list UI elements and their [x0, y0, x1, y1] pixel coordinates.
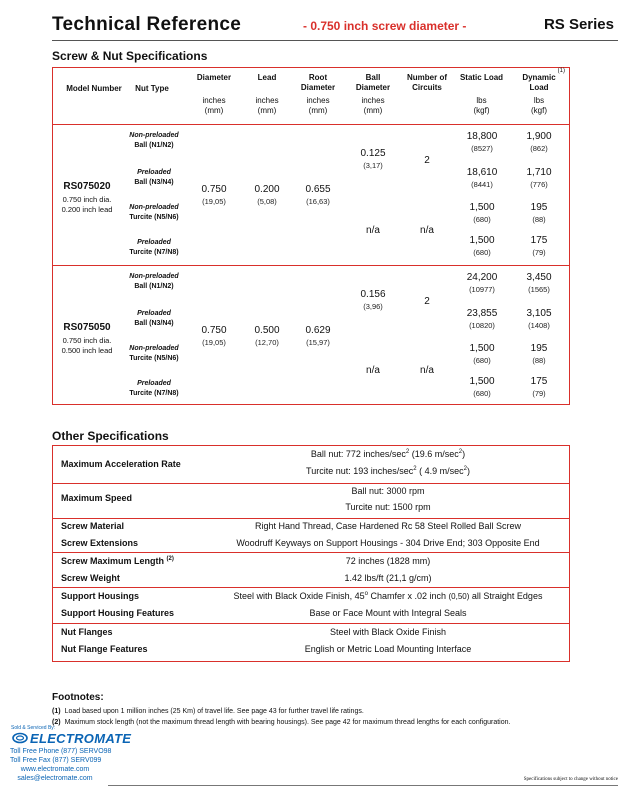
root-mm: (16,63) [306, 197, 330, 206]
max-length-label: Screw Maximum Length $^{(2)}$ [61, 556, 174, 566]
flange-features-value: English or Metric Load Mounting Interface [304, 644, 472, 654]
ball-mm: (3,17) [363, 161, 383, 170]
static-load-kgf: (680) [473, 356, 491, 365]
dynamic-load: 3,105 [526, 308, 552, 319]
page-title: Technical Reference [52, 14, 242, 35]
circuits-value: 2 [424, 155, 430, 166]
static-load: 1,500 [469, 235, 495, 246]
unit-dynamic-kgf: (kgf) [531, 106, 547, 115]
col-header-circuits: Number of Circuits [407, 73, 447, 92]
footer-divider [108, 785, 618, 786]
phone-text: Toll Free Phone (877) SERVO98 [10, 748, 112, 755]
extensions-label: Screw Extensions [61, 538, 139, 548]
extensions-value: Woodruff Keyways on Support Housings - 304 Drive End; 303 Opposite End [236, 538, 540, 548]
page-header [52, 14, 618, 40]
col-header-static: Static Load [459, 73, 504, 82]
dynamic-load-kgf: (1565) [528, 285, 550, 294]
nut-type: Non-preloaded Ball (N1/N2) [129, 273, 179, 290]
static-load: 1,500 [469, 202, 495, 213]
dynamic-load: 195 [530, 202, 548, 213]
static-load-kgf: (680) [473, 389, 491, 398]
website-link[interactable]: www.electromate.com [20, 766, 90, 773]
static-load: 1,500 [469, 343, 495, 354]
row-divider [53, 483, 569, 484]
col-header-model: Model Number [66, 84, 122, 93]
root-value: 0.629 [305, 325, 331, 336]
speed-ball-value: Ball nut: 3000 rpm [351, 486, 425, 496]
diameter-mm: (19,05) [202, 197, 226, 206]
other-specs-table [52, 445, 570, 662]
dynamic-load-kgf: (79) [532, 389, 546, 398]
static-load-kgf: (8441) [471, 180, 493, 189]
diameter-value: 0.750 [201, 184, 227, 195]
unit-ball-mm: (mm) [363, 106, 383, 115]
col-header-lead: Lead [257, 73, 277, 82]
unit-root-mm: (mm) [308, 106, 328, 115]
circuits-value: 2 [424, 296, 430, 307]
spec-section-title: Screw & Nut Specifications [52, 49, 208, 63]
logo-text: ELECTROMATE [30, 730, 132, 746]
disclaimer-text: Specifications subject to change without notice [523, 777, 618, 782]
header-divider [52, 40, 618, 41]
unit-lead-mm: (mm) [257, 106, 277, 115]
model-desc-lead: 0.200 inch lead [61, 205, 113, 214]
unit-diameter-in: inches [202, 96, 226, 105]
static-load-kgf: (680) [473, 215, 491, 224]
ball-na: n/a [366, 365, 380, 376]
other-section-title: Other Specifications [52, 429, 169, 443]
weight-value: 1.42 lbs/ft (21,1 g/cm) [344, 573, 432, 583]
unit-static-lbs: lbs [476, 96, 487, 105]
col-header-nut: Nut Type [135, 84, 169, 93]
col-header-dynamic: Dynamic Load [522, 73, 556, 92]
model-desc-dia: 0.750 inch dia. [62, 195, 112, 204]
lead-mm: (12,70) [255, 338, 279, 347]
page-subtitle: - 0.750 inch screw diameter - [303, 19, 467, 33]
electromate-logo [12, 731, 131, 745]
spec-header-divider [53, 124, 569, 125]
lead-mm: (5,08) [257, 197, 277, 206]
model-desc-lead: 0.500 inch lead [61, 346, 113, 355]
dynamic-load: 175 [530, 376, 548, 387]
unit-root-in: inches [306, 96, 330, 105]
dynamic-load: 1,900 [526, 131, 552, 142]
circuits-na: n/a [420, 225, 434, 236]
row-divider [53, 623, 569, 624]
row-divider [53, 518, 569, 519]
housing-features-value: Base or Face Mount with Integral Seals [309, 608, 467, 618]
ball-value: 0.156 [360, 289, 386, 300]
static-load-kgf: (8527) [471, 144, 493, 153]
dynamic-load-kgf: (1408) [528, 321, 550, 330]
accel-ball-value: Ball nut: 772 inches/$\sec^2$ (19.6 $m/\sec^2$) [310, 449, 466, 459]
flanges-label: Nut Flanges [61, 627, 113, 637]
static-load-kgf: (680) [473, 248, 491, 257]
diameter-value: 0.750 [201, 325, 227, 336]
unit-ball-in: inches [361, 96, 385, 105]
row-divider [53, 552, 569, 553]
housings-label: Support Housings [61, 591, 139, 601]
unit-static-kgf: (kgf) [473, 106, 490, 115]
nut-type: Non-preloaded Ball (N1/N2) [129, 132, 179, 149]
lead-value: 0.500 [254, 325, 280, 336]
spec-table [52, 67, 570, 405]
model-desc-dia: 0.750 inch dia. [62, 336, 112, 345]
model-number: RS075020 [63, 181, 111, 192]
dynamic-load-kgf: (862) [530, 144, 548, 153]
footnote-1: (1) Load based upon 1 million inches (25 Km) of travel life. See page 43 for further travel life ratings. [52, 708, 364, 715]
root-value: 0.655 [305, 184, 331, 195]
static-load: 18,800 [466, 131, 498, 142]
static-load: 23,855 [466, 308, 498, 319]
lead-value: 0.200 [254, 184, 280, 195]
weight-label: Screw Weight [61, 573, 120, 583]
dynamic-load-kgf: (88) [532, 356, 546, 365]
static-load-kgf: (10977) [469, 285, 495, 294]
col-header-root: Root Diameter [300, 73, 336, 92]
speed-label: Maximum Speed [61, 493, 133, 503]
ball-value: 0.125 [360, 148, 386, 159]
footnotes-title: Footnotes: [52, 692, 104, 703]
ball-na: n/a [366, 225, 380, 236]
email-link[interactable]: sales@electromate.com [17, 775, 93, 782]
static-load: 24,200 [466, 272, 498, 283]
material-label: Screw Material [61, 521, 125, 531]
housings-value: Steel with Black Oxide Finish, 45$^o$ Chamfer x .02 inch (0,50) all Straight Edges [233, 591, 543, 601]
col-header-diameter: Diameter [196, 73, 232, 82]
group-divider [53, 265, 569, 266]
ball-mm: (3,96) [363, 302, 383, 311]
static-load: 18,610 [466, 167, 498, 178]
max-length-value: 72 inches (1828 mm) [345, 556, 431, 566]
unit-diameter-mm: (mm) [204, 106, 224, 115]
sold-by-text: Sold & Serviced By: [11, 725, 56, 731]
dynamic-load-kgf: (776) [530, 180, 548, 189]
circuits-na: n/a [420, 365, 434, 376]
unit-lead-in: inches [255, 96, 279, 105]
dynamic-load-kgf: (88) [532, 215, 546, 224]
static-load-kgf: (10820) [469, 321, 495, 330]
speed-turcite-value: Turcite nut: 1500 rpm [345, 502, 431, 512]
fax-text: Toll Free Fax (877) SERV099 [10, 757, 102, 764]
dynamic-load: 175 [530, 235, 548, 246]
flanges-value: Steel with Black Oxide Finish [329, 627, 447, 637]
diameter-mm: (19,05) [202, 338, 226, 347]
accel-label: Maximum Acceleration Rate [61, 459, 181, 469]
footnote-mark-1: (1) [557, 68, 565, 74]
nut-type: Preloaded Ball (N3/N4) [134, 310, 174, 327]
static-load: 1,500 [469, 376, 495, 387]
dynamic-load: 195 [530, 343, 548, 354]
dynamic-load-kgf: (79) [532, 248, 546, 257]
nut-type: Non-preloaded Turcite (N5/N6) [129, 345, 179, 362]
model-number: RS075050 [63, 322, 111, 333]
root-mm: (15,97) [306, 338, 330, 347]
nut-type: Preloaded Ball (N3/N4) [134, 169, 174, 186]
housing-features-label: Support Housing Features [61, 608, 175, 618]
nut-type: Preloaded Turcite (N7/N8) [129, 380, 179, 397]
nut-type: Non-preloaded Turcite (N5/N6) [129, 204, 179, 221]
dynamic-load: 1,710 [526, 167, 552, 178]
unit-dynamic-lbs: lbs [533, 96, 545, 105]
row-divider [53, 587, 569, 588]
electromate-logo-icon [12, 732, 28, 744]
nut-type: Preloaded Turcite (N7/N8) [129, 239, 179, 256]
col-header-ball: Ball Diameter [355, 73, 391, 92]
series-name: RS Series [543, 16, 614, 33]
dynamic-load: 3,450 [526, 272, 552, 283]
flange-features-label: Nut Flange Features [61, 644, 148, 654]
accel-turcite-value: Turcite nut: 193 inches/$\sec^2$ ( 4.9 $m/\sec^2$) [306, 466, 470, 476]
footnote-2: (2) Maximum stock length (not the maximum thread length with bearing housings). See page 42 for maximum thread lengths for each configuration. [52, 719, 511, 726]
material-value: Right Hand Thread, Case Hardened Rc 58 Steel Rolled Ball Screw [255, 521, 521, 531]
